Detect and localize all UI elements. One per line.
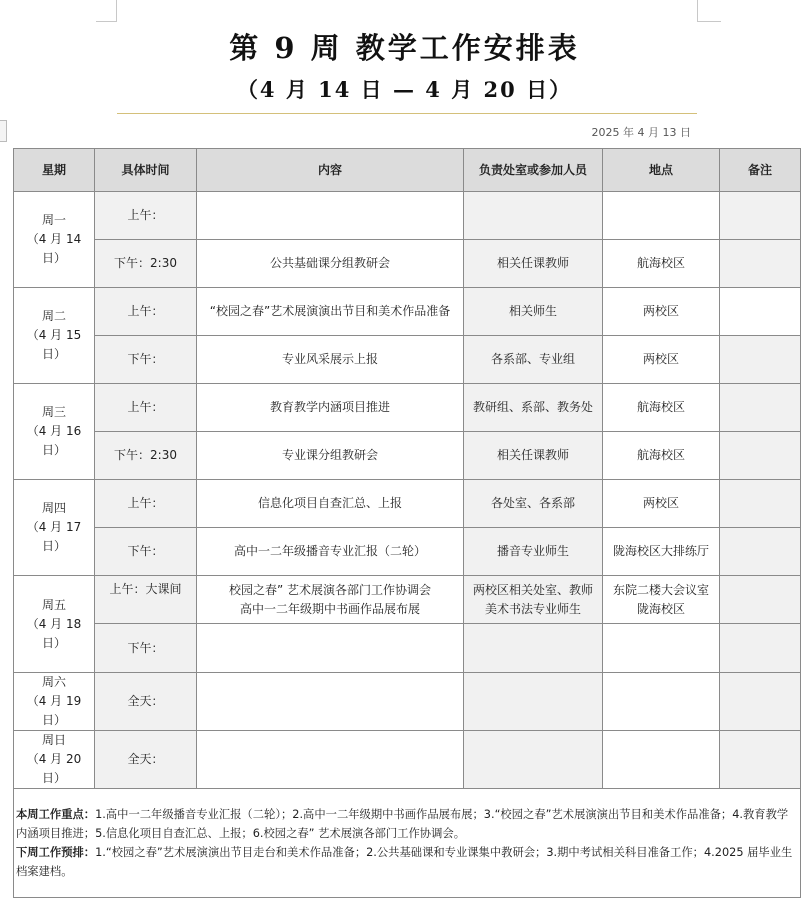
focus-text: 1.高中一二年级播音专业汇报（二轮）；2.高中一二年级期中书画作品展布展；3.“校园之春”艺术展演演出节目和美术作品准备；4.教育教学内涵项目推进；5.信息化项目自查汇总、上报；6.校园之春” 艺术展演各部门工作协调会。 (16, 808, 789, 840)
time-cell: 下午：2:30 (95, 432, 197, 480)
crop-mark (697, 0, 698, 22)
place-cell: 陇海校区大排练厅 (603, 528, 720, 576)
table-row (14, 288, 801, 336)
people-cell: 教研组、系部、教务处 (464, 384, 603, 432)
note-cell (720, 192, 801, 240)
day-cell: 周五 （4 月 18 日） (14, 576, 95, 673)
content-cell (197, 673, 464, 731)
table-row (14, 336, 801, 384)
day-cell: 周六 （4 月 19 日） (14, 673, 95, 731)
note-cell (720, 731, 801, 789)
next-week-label: 下周工作预排： (16, 846, 96, 859)
people-cell (464, 192, 603, 240)
time-cell: 上午： (95, 288, 197, 336)
note-cell (720, 240, 801, 288)
table-row (14, 480, 801, 528)
time-cell: 下午： (95, 624, 197, 673)
day-cell: 周二 （4 月 15 日） (14, 288, 95, 384)
content-cell (197, 624, 464, 673)
place-cell (603, 624, 720, 673)
table-row (14, 576, 801, 624)
table-row (14, 528, 801, 576)
day-cell: 周日 （4 月 20 日） (14, 731, 95, 789)
header-note: 备注 (720, 149, 801, 192)
next-week-paragraph (16, 843, 797, 881)
place-cell: 东院二楼大会议室 陇海校区 (603, 576, 720, 624)
margin-tab (0, 120, 7, 142)
content-cell: 教育教学内涵项目推进 (197, 384, 464, 432)
time-cell: 上午： (95, 384, 197, 432)
page-title: 第 9 周 教学工作安排表 (229, 31, 580, 65)
time-cell: 上午： (95, 480, 197, 528)
place-cell (603, 731, 720, 789)
day-cell: 周四 （4 月 17 日） (14, 480, 95, 576)
crop-mark (697, 21, 721, 22)
people-cell: 各处室、各系部 (464, 480, 603, 528)
note-cell (720, 624, 801, 673)
people-cell (464, 624, 603, 673)
content-cell: 高中一二年级播音专业汇报（二轮） (197, 528, 464, 576)
place-cell: 两校区 (603, 480, 720, 528)
note-cell (720, 336, 801, 384)
time-cell: 下午： (95, 528, 197, 576)
crop-mark (116, 0, 117, 22)
schedule-table (13, 148, 801, 898)
table-row (14, 240, 801, 288)
header-weekday: 星期 (14, 149, 95, 192)
time-cell: 全天： (95, 673, 197, 731)
next-week-text: 1.“校园之春”艺术展演演出节目走台和美术作品准备；2.公共基础课和专业课集中教研会；3.期中考试相关科目准备工作；4.2025 届毕业生档案建档。 (16, 846, 793, 878)
page-subtitle: （4 月 14 日 — 4 月 20 日） (236, 77, 573, 102)
header-place: 地点 (603, 149, 720, 192)
title-divider (117, 113, 697, 114)
table-header-row (14, 149, 801, 192)
people-cell (464, 731, 603, 789)
day-cell: 周一 （4 月 14 日） (14, 192, 95, 288)
time-cell: 下午： (95, 336, 197, 384)
content-cell: 公共基础课分组教研会 (197, 240, 464, 288)
place-cell: 两校区 (603, 336, 720, 384)
note-cell (720, 673, 801, 731)
content-cell: 信息化项目自查汇总、上报 (197, 480, 464, 528)
people-cell: 各系部、专业组 (464, 336, 603, 384)
note-cell (720, 384, 801, 432)
content-cell: 校园之春” 艺术展演各部门工作协调会 高中一二年级期中书画作品展布展 (197, 576, 464, 624)
table-row (14, 624, 801, 673)
content-cell: 专业风采展示上报 (197, 336, 464, 384)
header-time: 具体时间 (95, 149, 197, 192)
people-cell (464, 673, 603, 731)
focus-paragraph (16, 805, 797, 843)
people-cell: 相关师生 (464, 288, 603, 336)
time-cell: 下午：2:30 (95, 240, 197, 288)
table-row (14, 432, 801, 480)
time-cell: 全天： (95, 731, 197, 789)
people-cell: 两校区相关处室、教师 美术书法专业师生 (464, 576, 603, 624)
place-cell: 航海校区 (603, 384, 720, 432)
content-cell: “校园之春”艺术展演演出节目和美术作品准备 (197, 288, 464, 336)
header-content: 内容 (197, 149, 464, 192)
table-row (14, 192, 801, 240)
note-cell (720, 288, 801, 336)
place-cell: 两校区 (603, 288, 720, 336)
crop-mark (96, 21, 116, 22)
time-cell: 上午： (95, 192, 197, 240)
header-people: 负责处室或参加人员 (464, 149, 603, 192)
note-cell (720, 576, 801, 624)
note-cell (720, 480, 801, 528)
weekly-notes (14, 789, 801, 898)
people-cell: 相关任课教师 (464, 240, 603, 288)
table-row (14, 731, 801, 789)
time-cell: 上午：大课间 (95, 576, 197, 624)
notes-row (14, 789, 801, 898)
place-cell (603, 673, 720, 731)
table-row (14, 384, 801, 432)
place-cell: 航海校区 (603, 432, 720, 480)
content-cell: 专业课分组教研会 (197, 432, 464, 480)
place-cell (603, 192, 720, 240)
table-row (14, 673, 801, 731)
place-cell: 航海校区 (603, 240, 720, 288)
note-cell (720, 432, 801, 480)
people-cell: 相关任课教师 (464, 432, 603, 480)
note-cell (720, 528, 801, 576)
day-cell: 周三 （4 月 16 日） (14, 384, 95, 480)
people-cell: 播音专业师生 (464, 528, 603, 576)
content-cell (197, 731, 464, 789)
focus-label: 本周工作重点： (16, 808, 96, 821)
issue-date: 2025 年 4 月 13 日 (591, 126, 691, 139)
content-cell (197, 192, 464, 240)
